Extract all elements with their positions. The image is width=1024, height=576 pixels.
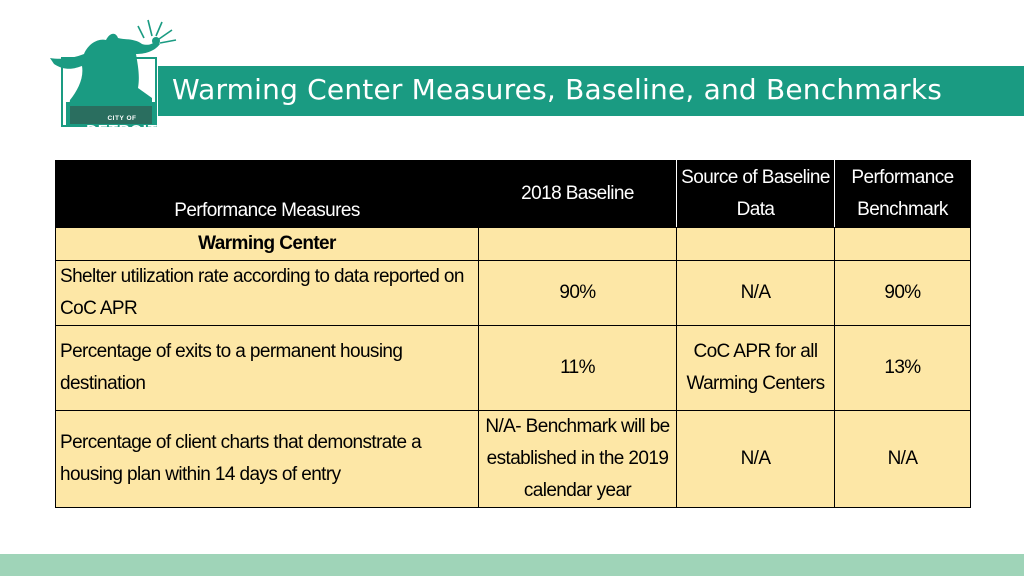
title-bar (158, 66, 1024, 116)
section-label: Warming Center (56, 228, 479, 261)
source-cell: N/A (677, 261, 835, 326)
footer-band (0, 554, 1024, 576)
section-row (56, 228, 971, 261)
col-header-source: Source of Baseline Data (677, 161, 835, 228)
measure-cell: Shelter utilization rate according to data reported on CoC APR (56, 261, 479, 326)
baseline-cell: 90% (479, 261, 677, 326)
empty-cell (479, 228, 677, 261)
benchmark-cell: N/A (835, 411, 971, 508)
col-header-baseline: 2018 Baseline (479, 161, 677, 228)
logo-detroit: DETROIT (86, 122, 158, 139)
empty-cell (677, 228, 835, 261)
table-header-row (56, 161, 971, 228)
measure-cell: Percentage of client charts that demonstrate a housing plan within 14 days of entry (56, 411, 479, 508)
measure-cell: Percentage of exits to a permanent housing destination (56, 326, 479, 411)
benchmark-cell: 13% (835, 326, 971, 411)
benchmark-cell: 90% (835, 261, 971, 326)
logo-city-of: CITY OF (107, 115, 137, 122)
empty-cell (835, 228, 971, 261)
page-title: Warming Center Measures, Baseline, and Benchmarks (172, 73, 943, 106)
col-header-benchmark: Performance Benchmark (835, 161, 971, 228)
source-cell: CoC APR for all Warming Centers (677, 326, 835, 411)
table-row (56, 411, 971, 508)
baseline-cell: N/A- Benchmark will be established in the 2019 calendar year (479, 411, 677, 508)
source-cell: N/A (677, 411, 835, 508)
col-header-measures: Performance Measures (56, 161, 479, 228)
measures-table (55, 160, 971, 508)
table-row (56, 326, 971, 411)
baseline-cell: 11% (479, 326, 677, 411)
table-row (56, 261, 971, 326)
